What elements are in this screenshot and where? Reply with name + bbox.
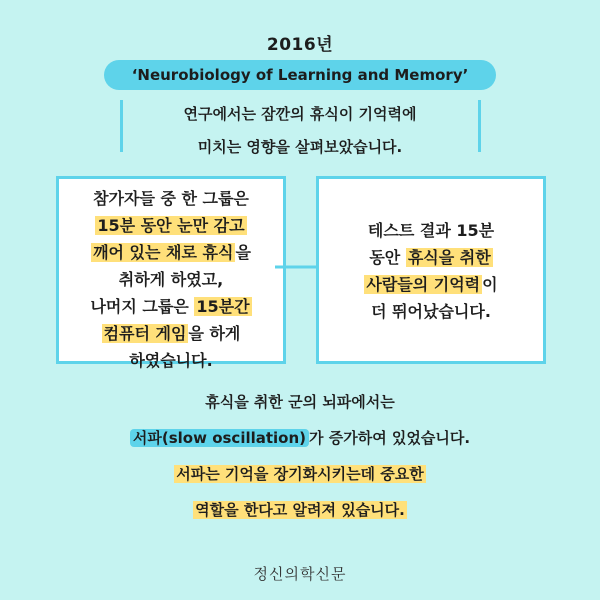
- left-highlight-3: 15분간: [196, 297, 250, 316]
- intro-text: [0, 98, 600, 164]
- right-line-3-tail: 이: [482, 275, 498, 294]
- right-line-2: [319, 244, 543, 271]
- right-info-box: [316, 176, 546, 364]
- left-highlight-2: 깨어 있는 채로 휴식: [93, 243, 234, 262]
- intro-line-2: 미치는 영향을 살펴보았습니다.: [197, 138, 403, 156]
- bottom-highlight-1: 서파는 기억을 장기화시키는데 중요한: [176, 465, 424, 483]
- left-line-7: 하였습니다.: [129, 351, 213, 370]
- left-line-2: [59, 212, 283, 239]
- right-line-2-head: 동안: [369, 248, 406, 267]
- left-line-5-head: 나머지 그룹은: [90, 297, 195, 316]
- bottom-line-3: [0, 456, 600, 492]
- left-highlight-4: 컴퓨터 게임: [103, 324, 187, 343]
- journal-title: ‘Neurobiology of Learning and Memory’: [131, 66, 469, 84]
- left-line-3: [59, 239, 283, 266]
- slow-oscillation-highlight: 서파(slow oscillation): [130, 429, 309, 447]
- bottom-line-2-tail: 가 증가하여 있었습니다.: [309, 429, 471, 447]
- right-line-4: 더 뛰어났습니다.: [371, 302, 491, 321]
- year-label: 2016년: [266, 35, 334, 55]
- right-highlight-1: 휴식을 취한: [407, 248, 491, 267]
- bottom-line-2: [0, 420, 600, 456]
- bottom-line-4: [0, 492, 600, 528]
- left-line-3-tail: 을: [235, 243, 251, 262]
- right-highlight-2: 사람들의 기억력: [366, 275, 481, 294]
- bottom-highlight-2: 역할을 한다고 알려져 있습니다.: [195, 501, 405, 519]
- right-line-1: 테스트 결과 15분: [367, 221, 495, 240]
- left-line-4: 취하게 하였고,: [118, 270, 224, 289]
- left-line-1: 참가자들 중 한 그룹은: [93, 189, 249, 208]
- bottom-line-1: 휴식을 취한 군의 뇌파에서는: [205, 393, 395, 411]
- brand-logo-text: 정신의학신문: [253, 565, 347, 583]
- left-line-6-tail: 을 하게: [188, 324, 241, 343]
- right-line-3: [319, 271, 543, 298]
- journal-pill: [104, 60, 496, 90]
- left-line-5: [59, 293, 283, 320]
- intro-line-1: 연구에서는 잠깐의 휴식이 기억력에: [183, 105, 417, 123]
- right-box-text: [319, 179, 543, 325]
- bottom-text: [0, 384, 600, 528]
- left-line-6: [59, 320, 283, 347]
- left-box-text: [59, 179, 283, 374]
- left-highlight-1: 15분 동안 눈만 감고: [97, 216, 245, 235]
- left-info-box: [56, 176, 286, 370]
